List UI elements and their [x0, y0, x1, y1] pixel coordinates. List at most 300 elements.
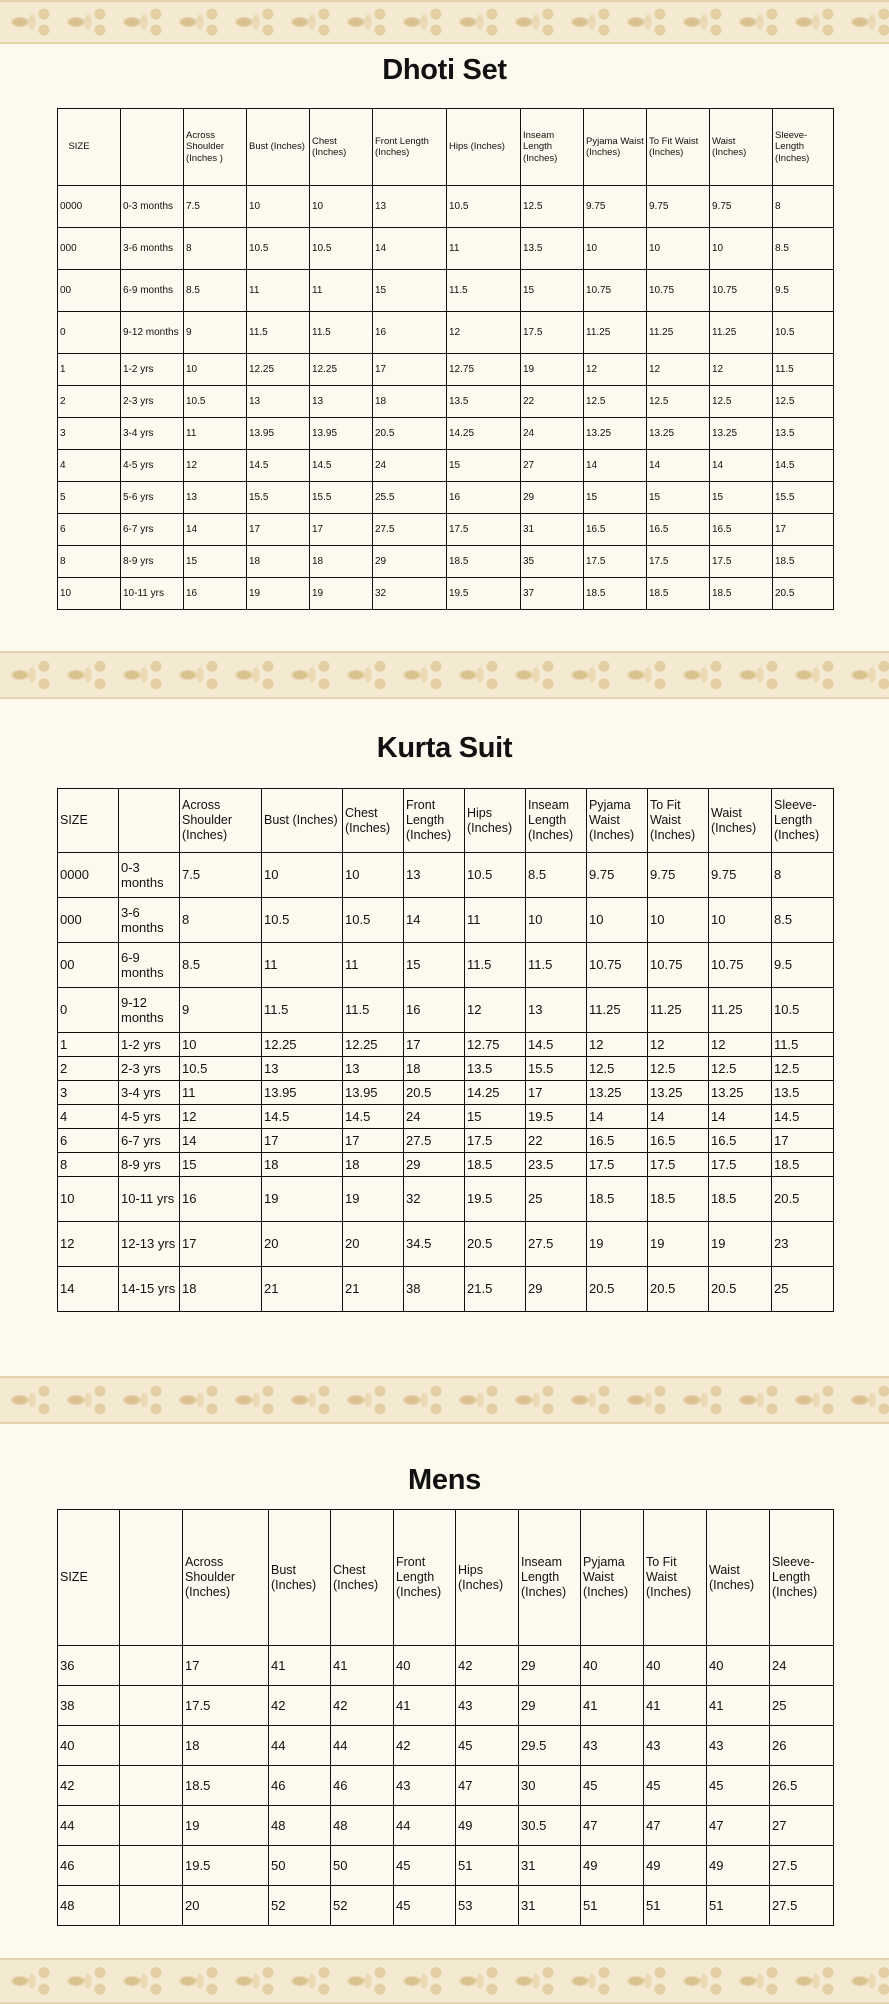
- kurta-table-cell: 14: [58, 1267, 119, 1312]
- dhoti-table-cell: 10: [58, 578, 121, 610]
- kurta-table-cell: 8: [772, 853, 834, 898]
- kurta-table-cell: 12-13 yrs: [119, 1222, 180, 1267]
- kurta-header-cell: Inseam Length (Inches): [526, 789, 587, 853]
- dhoti-table-cell: 31: [521, 514, 584, 546]
- mens-table-cell: 18.5: [183, 1766, 269, 1806]
- kurta-table-cell: 21: [262, 1267, 343, 1312]
- dhoti-header-cell: Sleeve-Length (Inches): [773, 109, 834, 186]
- mens-table-cell: 50: [331, 1846, 394, 1886]
- mens-table-cell: 49: [644, 1846, 707, 1886]
- mens-table-cell: 41: [269, 1646, 331, 1686]
- dhoti-table-cell: 10.75: [710, 270, 773, 312]
- dhoti-table-row: [58, 186, 834, 228]
- dhoti-table-row: [58, 228, 834, 270]
- dhoti-table-cell: 0-3 months: [121, 186, 184, 228]
- mens-table-cell: 17.5: [183, 1686, 269, 1726]
- kurta-table-cell: 10: [58, 1177, 119, 1222]
- kurta-table-cell: 17.5: [709, 1153, 772, 1177]
- dhoti-header-cell: Pyjama Waist (Inches): [584, 109, 647, 186]
- kurta-table-cell: 14.5: [262, 1105, 343, 1129]
- mens-table-cell: 52: [331, 1886, 394, 1926]
- dhoti-table-cell: 000: [58, 228, 121, 270]
- dhoti-table-cell: 17.5: [710, 546, 773, 578]
- kurta-table-cell: 00: [58, 943, 119, 988]
- dhoti-table-cell: 13.95: [247, 418, 310, 450]
- kurta-table-cell: 10.5: [262, 898, 343, 943]
- kurta-table-cell: 1: [58, 1033, 119, 1057]
- mens-table-cell: 40: [394, 1646, 456, 1686]
- mens-table-cell: 42: [456, 1646, 519, 1686]
- dhoti-table-cell: 2-3 yrs: [121, 386, 184, 418]
- mens-table-row: [58, 1806, 834, 1846]
- mens-table-cell: 45: [456, 1726, 519, 1766]
- dhoti-table-cell: 13: [310, 386, 373, 418]
- dhoti-table-cell: 18: [373, 386, 447, 418]
- dhoti-table-cell: 8: [58, 546, 121, 578]
- kurta-table-cell: 14.5: [526, 1033, 587, 1057]
- mens-table-row: [58, 1686, 834, 1726]
- mens-table-cell: 52: [269, 1886, 331, 1926]
- kurta-table-cell: 10: [587, 898, 648, 943]
- ornament-band-top: [0, 0, 889, 44]
- kurta-size-table: [57, 788, 834, 1312]
- dhoti-header-row: [58, 109, 834, 186]
- kurta-table-cell: 18: [343, 1153, 404, 1177]
- kurta-header-cell: SIZE: [58, 789, 119, 853]
- dhoti-table-cell: 10-11 yrs: [121, 578, 184, 610]
- mens-table-cell: 46: [58, 1846, 120, 1886]
- dhoti-table-cell: 14.5: [773, 450, 834, 482]
- mens-table-cell: 42: [394, 1726, 456, 1766]
- dhoti-table-cell: 18: [310, 546, 373, 578]
- dhoti-table-cell: 11.25: [647, 312, 710, 354]
- kurta-table-cell: 24: [404, 1105, 465, 1129]
- dhoti-table-cell: 12.25: [310, 354, 373, 386]
- kurta-table-cell: 10-11 yrs: [119, 1177, 180, 1222]
- mens-table-cell: 45: [644, 1766, 707, 1806]
- kurta-table-cell: 20.5: [404, 1081, 465, 1105]
- dhoti-table-cell: 37: [521, 578, 584, 610]
- kurta-table-cell: 2-3 yrs: [119, 1057, 180, 1081]
- kurta-table-cell: 20.5: [587, 1267, 648, 1312]
- kurta-header-cell: Chest (Inches): [343, 789, 404, 853]
- dhoti-table-cell: 17: [373, 354, 447, 386]
- kurta-table-cell: 15: [465, 1105, 526, 1129]
- mens-table-cell: 49: [581, 1846, 644, 1886]
- dhoti-table-cell: 19: [310, 578, 373, 610]
- kurta-table-row: [58, 1177, 834, 1222]
- kurta-table-cell: 11.25: [587, 988, 648, 1033]
- mens-table-row: [58, 1846, 834, 1886]
- dhoti-table-cell: 19: [521, 354, 584, 386]
- mens-table-cell: 43: [394, 1766, 456, 1806]
- kurta-title: Kurta Suit: [376, 732, 513, 764]
- dhoti-table-cell: 14: [584, 450, 647, 482]
- dhoti-table-cell: 6: [58, 514, 121, 546]
- kurta-table-cell: 13.5: [465, 1057, 526, 1081]
- dhoti-table-cell: 12.5: [647, 386, 710, 418]
- kurta-table-cell: 32: [404, 1177, 465, 1222]
- mens-table-cell: 51: [707, 1886, 770, 1926]
- dhoti-header-cell: Hips (Inches): [447, 109, 521, 186]
- dhoti-table-cell: 18.5: [647, 578, 710, 610]
- dhoti-table-cell: 16: [447, 482, 521, 514]
- kurta-table-cell: 13.5: [772, 1081, 834, 1105]
- dhoti-table-cell: 9.75: [710, 186, 773, 228]
- mens-table-cell: 42: [331, 1686, 394, 1726]
- dhoti-table-cell: 24: [373, 450, 447, 482]
- kurta-table-cell: 16.5: [587, 1129, 648, 1153]
- kurta-table-cell: 18.5: [772, 1153, 834, 1177]
- dhoti-table-cell: 8-9 yrs: [121, 546, 184, 578]
- mens-header-cell: Chest (Inches): [331, 1510, 394, 1646]
- mens-table-cell: 47: [707, 1806, 770, 1846]
- mens-table-cell: 46: [269, 1766, 331, 1806]
- dhoti-table-cell: 18.5: [710, 578, 773, 610]
- kurta-table-cell: 10: [526, 898, 587, 943]
- kurta-table-cell: 11.25: [709, 988, 772, 1033]
- dhoti-table-cell: 17.5: [647, 546, 710, 578]
- kurta-table-cell: 12.5: [587, 1057, 648, 1081]
- dhoti-table-cell: 12: [647, 354, 710, 386]
- kurta-table-cell: 11.5: [262, 988, 343, 1033]
- kurta-table-cell: 0000: [58, 853, 119, 898]
- kurta-table-cell: 20.5: [465, 1222, 526, 1267]
- dhoti-table-cell: 14.25: [447, 418, 521, 450]
- mens-table-cell: 41: [644, 1686, 707, 1726]
- dhoti-table-cell: 14: [647, 450, 710, 482]
- kurta-table-cell: 12: [648, 1033, 709, 1057]
- dhoti-table-cell: 20.5: [373, 418, 447, 450]
- kurta-table-cell: 9: [180, 988, 262, 1033]
- mens-table-cell: 30: [519, 1766, 581, 1806]
- mens-table-cell: 42: [58, 1766, 120, 1806]
- mens-table-row: [58, 1646, 834, 1686]
- mens-table-row: [58, 1766, 834, 1806]
- dhoti-table-cell: 16.5: [710, 514, 773, 546]
- kurta-table-cell: 12.25: [343, 1033, 404, 1057]
- kurta-table-cell: 18.5: [648, 1177, 709, 1222]
- kurta-table-cell: 10.5: [343, 898, 404, 943]
- dhoti-title: Dhoti Set: [382, 54, 507, 86]
- dhoti-table-cell: 11: [310, 270, 373, 312]
- kurta-table-cell: 15: [404, 943, 465, 988]
- kurta-header-cell: Sleeve-Length (Inches): [772, 789, 834, 853]
- dhoti-table-cell: 16: [184, 578, 247, 610]
- mens-table-cell: 29.5: [519, 1726, 581, 1766]
- mens-table-cell: 45: [581, 1766, 644, 1806]
- kurta-table-cell: 14.25: [465, 1081, 526, 1105]
- dhoti-table-cell: 19: [247, 578, 310, 610]
- kurta-table-cell: 6-9 months: [119, 943, 180, 988]
- dhoti-table-cell: 7.5: [184, 186, 247, 228]
- kurta-table-cell: 10: [648, 898, 709, 943]
- dhoti-table-cell: 1: [58, 354, 121, 386]
- kurta-table-row: [58, 1033, 834, 1057]
- dhoti-table-cell: 2: [58, 386, 121, 418]
- kurta-table-row: [58, 1129, 834, 1153]
- dhoti-table-cell: 12.5: [521, 186, 584, 228]
- kurta-table-cell: 16: [180, 1177, 262, 1222]
- mens-table-cell: 50: [269, 1846, 331, 1886]
- dhoti-table-cell: 10: [310, 186, 373, 228]
- mens-table-cell: 45: [707, 1766, 770, 1806]
- mens-table-cell: 40: [58, 1726, 120, 1766]
- kurta-table-cell: 000: [58, 898, 119, 943]
- dhoti-table-cell: 16: [373, 312, 447, 354]
- kurta-table-cell: 13.95: [343, 1081, 404, 1105]
- kurta-table-cell: 27.5: [526, 1222, 587, 1267]
- dhoti-table-cell: 15: [447, 450, 521, 482]
- kurta-table-cell: 10.5: [772, 988, 834, 1033]
- kurta-table-cell: 12: [58, 1222, 119, 1267]
- ornament-band-1: [0, 651, 889, 699]
- kurta-table-cell: 3-4 yrs: [119, 1081, 180, 1105]
- dhoti-table-row: [58, 514, 834, 546]
- dhoti-table-cell: 17.5: [447, 514, 521, 546]
- dhoti-table-cell: 11.5: [773, 354, 834, 386]
- kurta-table-row: [58, 853, 834, 898]
- kurta-table-cell: 12.5: [772, 1057, 834, 1081]
- mens-table-cell: 38: [58, 1686, 120, 1726]
- dhoti-table-cell: 14: [710, 450, 773, 482]
- kurta-table-cell: 17.5: [465, 1129, 526, 1153]
- mens-table-cell: [120, 1686, 183, 1726]
- dhoti-table-row: [58, 546, 834, 578]
- mens-table-cell: 41: [331, 1646, 394, 1686]
- dhoti-table-cell: 17.5: [584, 546, 647, 578]
- kurta-table-cell: 10: [343, 853, 404, 898]
- kurta-table-cell: 8-9 yrs: [119, 1153, 180, 1177]
- dhoti-table-cell: 0: [58, 312, 121, 354]
- dhoti-table-cell: 15: [584, 482, 647, 514]
- kurta-table-cell: 17: [343, 1129, 404, 1153]
- dhoti-table-cell: 24: [521, 418, 584, 450]
- dhoti-table-cell: 4: [58, 450, 121, 482]
- kurta-table-cell: 12: [180, 1105, 262, 1129]
- kurta-table-cell: 12: [587, 1033, 648, 1057]
- kurta-header-cell: To Fit Waist (Inches): [648, 789, 709, 853]
- mens-table-cell: 19: [183, 1806, 269, 1846]
- dhoti-table-cell: 10: [184, 354, 247, 386]
- kurta-table-cell: 19.5: [526, 1105, 587, 1129]
- kurta-table-cell: 14: [709, 1105, 772, 1129]
- mens-table-cell: 41: [394, 1686, 456, 1726]
- mens-table-cell: [120, 1806, 183, 1846]
- kurta-table-cell: 12.75: [465, 1033, 526, 1057]
- kurta-table-cell: 9-12 months: [119, 988, 180, 1033]
- kurta-table-cell: 8: [58, 1153, 119, 1177]
- mens-table-row: [58, 1726, 834, 1766]
- dhoti-table-cell: 10.5: [310, 228, 373, 270]
- kurta-table-cell: 18.5: [465, 1153, 526, 1177]
- kurta-table-cell: 19: [709, 1222, 772, 1267]
- kurta-table-cell: 10.5: [465, 853, 526, 898]
- kurta-table-cell: 13.25: [648, 1081, 709, 1105]
- kurta-table-cell: 14-15 yrs: [119, 1267, 180, 1312]
- mens-header-cell: Front Length (Inches): [394, 1510, 456, 1646]
- kurta-header-cell: Front Length (Inches): [404, 789, 465, 853]
- kurta-table-cell: 20: [343, 1222, 404, 1267]
- mens-table-cell: [120, 1846, 183, 1886]
- kurta-table-cell: 12: [709, 1033, 772, 1057]
- kurta-table-cell: 34.5: [404, 1222, 465, 1267]
- kurta-table-cell: 10.5: [180, 1057, 262, 1081]
- dhoti-table-cell: 29: [373, 546, 447, 578]
- kurta-table-cell: 21.5: [465, 1267, 526, 1312]
- kurta-table-cell: 19.5: [465, 1177, 526, 1222]
- mens-header-cell: Waist (Inches): [707, 1510, 770, 1646]
- kurta-table-cell: 12: [465, 988, 526, 1033]
- mens-table-cell: 48: [331, 1806, 394, 1846]
- dhoti-table-cell: 5: [58, 482, 121, 514]
- mens-table-cell: 44: [394, 1806, 456, 1846]
- dhoti-table-cell: 11.5: [247, 312, 310, 354]
- dhoti-table-cell: 11.25: [710, 312, 773, 354]
- dhoti-table-cell: 27: [521, 450, 584, 482]
- dhoti-header-cell: Inseam Length (Inches): [521, 109, 584, 186]
- kurta-table-cell: 16.5: [648, 1129, 709, 1153]
- kurta-table-cell: 8.5: [772, 898, 834, 943]
- kurta-table-cell: 20: [262, 1222, 343, 1267]
- mens-table-cell: 31: [519, 1886, 581, 1926]
- kurta-table-row: [58, 1153, 834, 1177]
- dhoti-table-row: [58, 386, 834, 418]
- kurta-table-cell: 18: [262, 1153, 343, 1177]
- mens-header-cell: Inseam Length (Inches): [519, 1510, 581, 1646]
- mens-table-cell: 25: [770, 1686, 834, 1726]
- dhoti-table-cell: 15: [710, 482, 773, 514]
- mens-table-cell: 47: [581, 1806, 644, 1846]
- dhoti-table-cell: 4-5 yrs: [121, 450, 184, 482]
- dhoti-table-cell: 32: [373, 578, 447, 610]
- mens-table-cell: 41: [581, 1686, 644, 1726]
- dhoti-table-row: [58, 270, 834, 312]
- mens-table-cell: 36: [58, 1646, 120, 1686]
- dhoti-table-cell: 10.5: [447, 186, 521, 228]
- mens-table-cell: [120, 1726, 183, 1766]
- dhoti-table-cell: 8.5: [773, 228, 834, 270]
- dhoti-table-cell: 10: [710, 228, 773, 270]
- kurta-table-cell: 14.5: [772, 1105, 834, 1129]
- dhoti-table-cell: 11.5: [447, 270, 521, 312]
- kurta-table-cell: 20.5: [709, 1267, 772, 1312]
- kurta-table-cell: 14: [648, 1105, 709, 1129]
- kurta-table-cell: 18.5: [587, 1177, 648, 1222]
- kurta-table-row: [58, 1057, 834, 1081]
- mens-table-cell: 27: [770, 1806, 834, 1846]
- mens-table-cell: 26: [770, 1726, 834, 1766]
- kurta-table-row: [58, 1267, 834, 1312]
- dhoti-header-cell: Bust (Inches): [247, 109, 310, 186]
- mens-table-cell: 27.5: [770, 1846, 834, 1886]
- dhoti-table-cell: 13: [184, 482, 247, 514]
- mens-size-table: [57, 1509, 834, 1926]
- mens-table-cell: 44: [58, 1806, 120, 1846]
- mens-table-cell: 26.5: [770, 1766, 834, 1806]
- kurta-table-cell: 12.5: [648, 1057, 709, 1081]
- dhoti-table-row: [58, 418, 834, 450]
- kurta-table-cell: 16.5: [709, 1129, 772, 1153]
- ornament-band-2: [0, 1376, 889, 1424]
- kurta-table-cell: 9.75: [709, 853, 772, 898]
- mens-table-cell: 29: [519, 1646, 581, 1686]
- dhoti-header-cell: Across Shoulder (Inches ): [184, 109, 247, 186]
- dhoti-table-cell: 15: [521, 270, 584, 312]
- kurta-table-row: [58, 1081, 834, 1105]
- kurta-table-cell: 16: [404, 988, 465, 1033]
- dhoti-table-cell: 8: [773, 186, 834, 228]
- kurta-table-cell: 21: [343, 1267, 404, 1312]
- kurta-table-row: [58, 898, 834, 943]
- dhoti-table-cell: 10.75: [647, 270, 710, 312]
- kurta-table-cell: 11.5: [772, 1033, 834, 1057]
- kurta-header-cell: Across Shoulder (Inches): [180, 789, 262, 853]
- dhoti-table-cell: 13: [247, 386, 310, 418]
- kurta-table-cell: 13: [526, 988, 587, 1033]
- kurta-table-cell: 13: [404, 853, 465, 898]
- dhoti-size-table: [57, 108, 834, 610]
- kurta-table-cell: 1-2 yrs: [119, 1033, 180, 1057]
- ornament-band-bottom: [0, 1958, 889, 2004]
- kurta-table-cell: 4-5 yrs: [119, 1105, 180, 1129]
- kurta-table-cell: 3-6 months: [119, 898, 180, 943]
- kurta-table-cell: 12.25: [262, 1033, 343, 1057]
- dhoti-table-cell: 13.5: [773, 418, 834, 450]
- dhoti-table-cell: 9.75: [647, 186, 710, 228]
- dhoti-table-row: [58, 354, 834, 386]
- dhoti-table-cell: 10.5: [773, 312, 834, 354]
- mens-table-row: [58, 1886, 834, 1926]
- dhoti-table-cell: 12: [184, 450, 247, 482]
- dhoti-table-cell: 15: [184, 546, 247, 578]
- kurta-header-cell: [119, 789, 180, 853]
- kurta-table-cell: 29: [526, 1267, 587, 1312]
- kurta-table-cell: 3: [58, 1081, 119, 1105]
- dhoti-table-cell: 12.25: [247, 354, 310, 386]
- dhoti-table-cell: 14: [184, 514, 247, 546]
- mens-table-cell: 42: [269, 1686, 331, 1726]
- kurta-table-cell: 12.5: [709, 1057, 772, 1081]
- mens-table-cell: 48: [269, 1806, 331, 1846]
- dhoti-table-cell: 9-12 months: [121, 312, 184, 354]
- dhoti-table-cell: 27.5: [373, 514, 447, 546]
- dhoti-table-row: [58, 450, 834, 482]
- kurta-table-cell: 17: [526, 1081, 587, 1105]
- kurta-table-cell: 10.75: [709, 943, 772, 988]
- dhoti-header-cell: Chest (Inches): [310, 109, 373, 186]
- dhoti-table-cell: 5-6 yrs: [121, 482, 184, 514]
- dhoti-table-cell: 18: [247, 546, 310, 578]
- dhoti-table-cell: 15.5: [773, 482, 834, 514]
- kurta-table-cell: 10.75: [648, 943, 709, 988]
- dhoti-table-cell: 10: [647, 228, 710, 270]
- kurta-table-cell: 14: [180, 1129, 262, 1153]
- kurta-table-cell: 13: [343, 1057, 404, 1081]
- kurta-table-cell: 0: [58, 988, 119, 1033]
- dhoti-table-cell: 20.5: [773, 578, 834, 610]
- dhoti-table-cell: 8.5: [184, 270, 247, 312]
- kurta-table-cell: 14: [587, 1105, 648, 1129]
- kurta-header-cell: Pyjama Waist (Inches): [587, 789, 648, 853]
- dhoti-header-cell: [121, 109, 184, 186]
- dhoti-table-cell: 10.5: [247, 228, 310, 270]
- mens-table-cell: 17: [183, 1646, 269, 1686]
- dhoti-table-cell: 6-9 months: [121, 270, 184, 312]
- kurta-table-cell: 10: [180, 1033, 262, 1057]
- kurta-table-cell: 8: [180, 898, 262, 943]
- kurta-table-cell: 14: [404, 898, 465, 943]
